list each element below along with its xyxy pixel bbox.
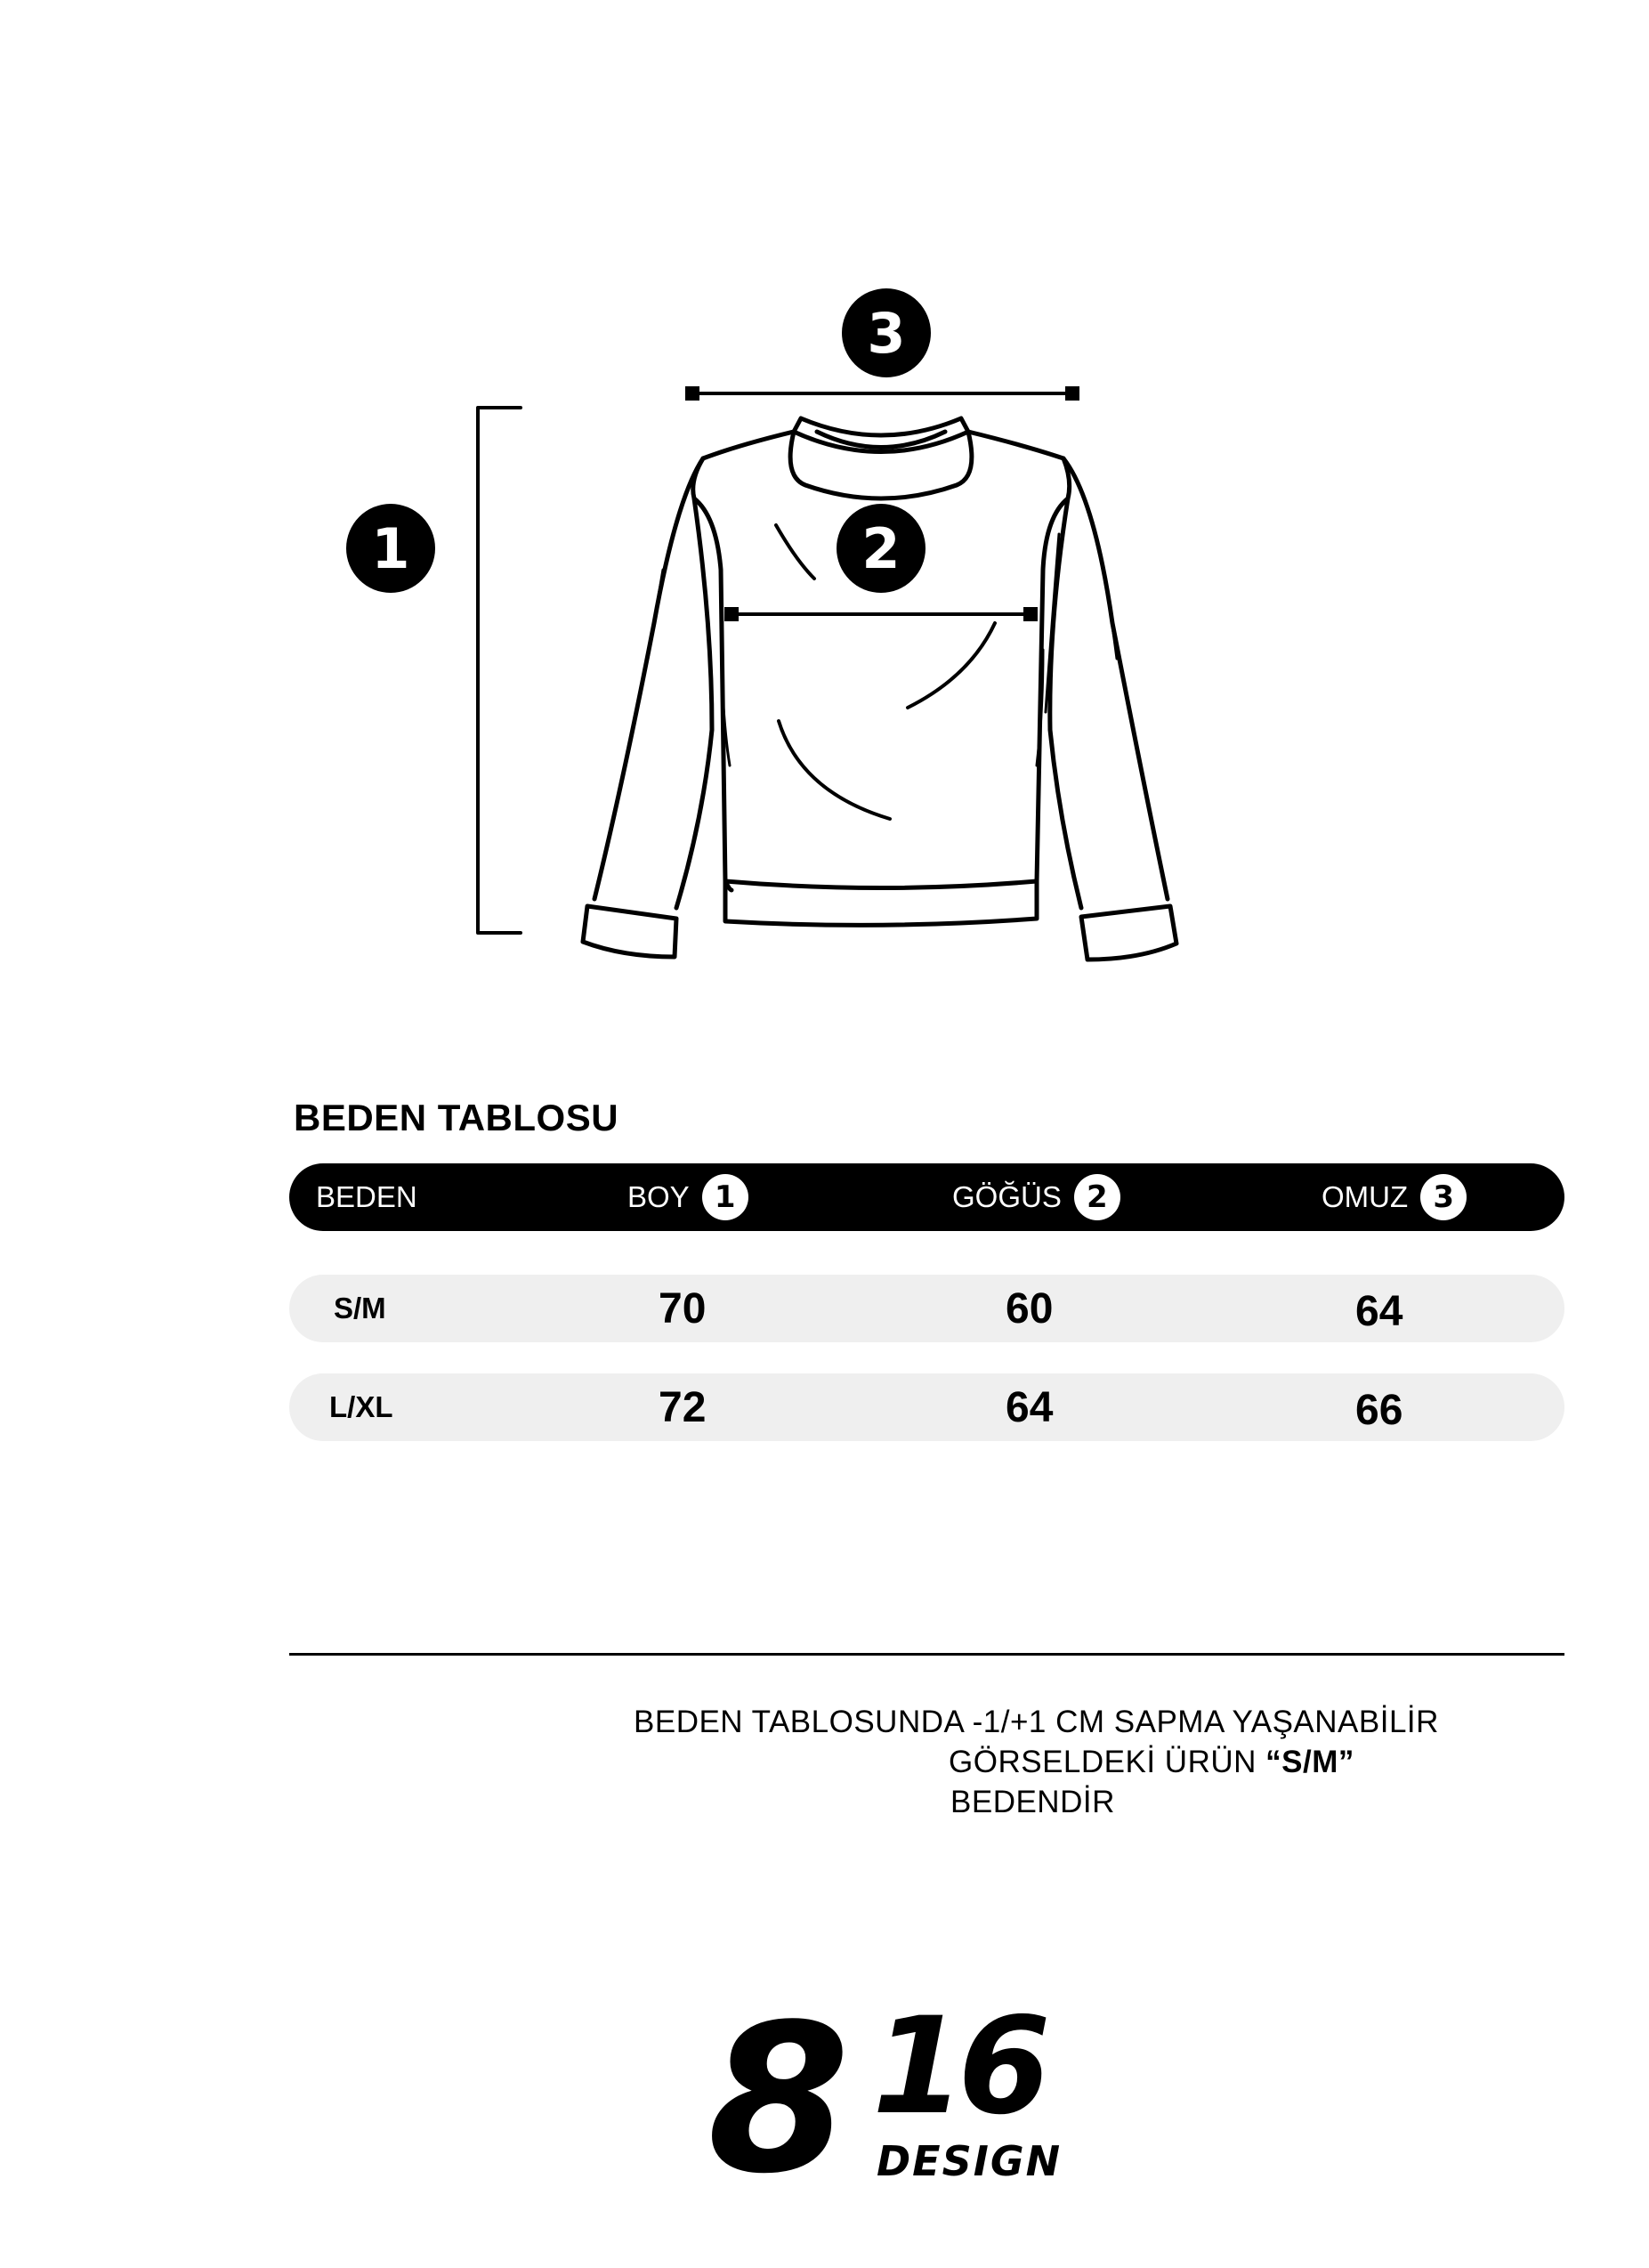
row-gogus: 64 [1006,1383,1054,1431]
header-boy: BOY 1 [627,1163,748,1231]
row-size: L/XL [329,1390,393,1423]
sweatshirt-outline-icon [0,0,1649,979]
marker-3-badge: 3 [842,288,931,377]
length-bracket [478,408,521,933]
row-size: S/M [334,1292,386,1324]
note-line-2: GÖRSELDEKİ ÜRÜN “S/M” [949,1745,1354,1779]
note-line-3: BEDENDİR [950,1785,1115,1819]
table-title: BEDEN TABLOSU [294,1097,619,1138]
header-boy-badge: 1 [702,1174,748,1220]
row-omuz: 64 [1355,1287,1403,1335]
table-header [289,1163,1564,1231]
row-boy: 70 [659,1284,707,1332]
row-omuz: 66 [1355,1386,1403,1434]
marker-1-badge: 1 [346,504,435,593]
logo-sixteen: 16 [872,1989,1044,2144]
header-gogus-badge: 2 [1074,1174,1120,1220]
marker-2-badge: 2 [837,504,926,593]
note-line-1: BEDEN TABLOSUNDA -1/+1 CM SAPMA YAŞANABİLİR [634,1705,1439,1739]
row-boy: 72 [659,1383,707,1431]
divider [289,1653,1564,1656]
logo-word: DESIGN [877,2137,1063,2185]
header-omuz: OMUZ 3 [1322,1163,1467,1231]
header-gogus: GÖĞÜS 2 [952,1163,1120,1231]
logo-eight: 8 [707,1981,842,2219]
table-row [289,1275,1564,1342]
header-omuz-badge: 3 [1420,1174,1467,1220]
brand-logo [707,1981,1090,2219]
header-size: BEDEN [316,1180,417,1213]
table-row [289,1373,1564,1441]
row-gogus: 60 [1006,1284,1054,1332]
